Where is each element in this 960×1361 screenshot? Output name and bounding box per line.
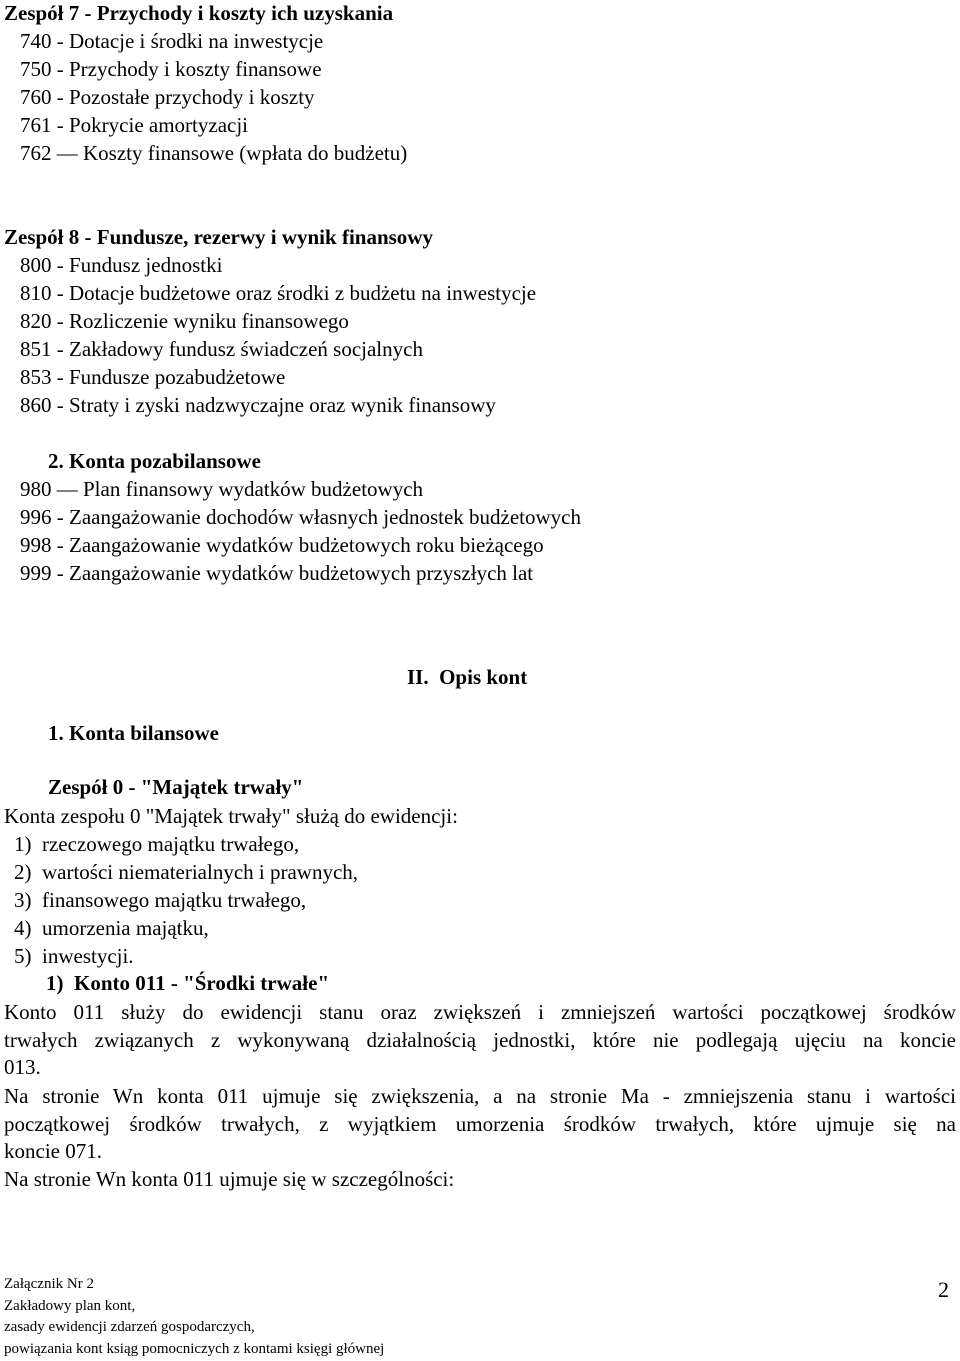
zespol0-heading: Zespół 0 - "Majątek trwały" <box>48 775 304 799</box>
section-ii-heading: II. Opis kont <box>407 665 528 689</box>
footer-line-2: Zakładowy plan kont, <box>4 1298 136 1314</box>
konta-bilansowe-heading: 1. Konta bilansowe <box>48 721 219 745</box>
zespol0-intro: Konta zespołu 0 "Majątek trwały" służą do ewidencji: <box>4 804 458 828</box>
footer-line-4: powiązania kont ksiąg pomocniczych z kontami księgi głównej <box>4 1341 385 1357</box>
account-851: 851 - Zakładowy fundusz świadczeń socjalnych <box>20 337 423 361</box>
account-760: 760 - Pozostałe przychody i koszty <box>20 85 315 109</box>
konto-011-para3: Na stronie Wn konta 011 ujmuje się w szczególności: <box>4 1167 455 1191</box>
account-998: 998 - Zaangażowanie wydatków budżetowych roku bieżącego <box>20 533 544 557</box>
account-740: 740 - Dotacje i środki na inwestycje <box>20 29 324 53</box>
account-762: 762 — Koszty finansowe (wpłata do budżetu) <box>20 141 408 165</box>
account-860: 860 - Straty i zyski nadzwyczajne oraz wynik finansowy <box>20 393 496 417</box>
footer-line-3: zasady ewidencji zdarzeń gospodarczych, <box>4 1319 255 1335</box>
zespol0-item-4: 4) umorzenia majątku, <box>14 916 209 940</box>
account-980: 980 — Plan finansowy wydatków budżetowych <box>20 477 424 501</box>
account-820: 820 - Rozliczenie wyniku finansowego <box>20 309 349 333</box>
account-800: 800 - Fundusz jednostki <box>20 253 223 277</box>
konto-011-para1-line1: Konto 011 służy do ewidencji stanu oraz zwiększeń i zmniejszeń wartości początkowej środków <box>4 1000 956 1024</box>
konto-011-para2-line1: Na stronie Wn konta 011 ujmuje się zwiększenia, a na stronie Ma - zmniejszenia stanu i wartości <box>4 1084 956 1108</box>
account-996: 996 - Zaangażowanie dochodów własnych jednostek budżetowych <box>20 505 581 529</box>
zespol0-item-5: 5) inwestycji. <box>14 944 134 968</box>
konto-011-para2-line3: koncie 071. <box>4 1139 102 1163</box>
pozabilansowe-heading: 2. Konta pozabilansowe <box>48 449 261 473</box>
zespol8-heading: Zespół 8 - Fundusze, rezerwy i wynik finansowy <box>4 225 433 249</box>
zespol0-item-3: 3) finansowego majątku trwałego, <box>14 888 307 912</box>
konto-011-para1-line3: 013. <box>4 1055 41 1079</box>
footer-line-1: Załącznik Nr 2 <box>4 1276 94 1292</box>
page-number: 2 <box>938 1277 949 1302</box>
zespol0-item-1: 1) rzeczowego majątku trwałego, <box>14 832 300 856</box>
account-810: 810 - Dotacje budżetowe oraz środki z budżetu na inwestycje <box>20 281 537 305</box>
konto-011-heading: 1) Konto 011 - "Środki trwałe" <box>46 971 330 995</box>
zespol0-item-2: 2) wartości niematerialnych i prawnych, <box>14 860 359 884</box>
account-750: 750 - Przychody i koszty finansowe <box>20 57 322 81</box>
account-853: 853 - Fundusze pozabudżetowe <box>20 365 286 389</box>
account-761: 761 - Pokrycie amortyzacji <box>20 113 249 137</box>
konto-011-para1-line2: trwałych związanych z wykonywaną działalnością jednostki, które nie podlegają ujęciu na koncie <box>4 1028 956 1052</box>
account-999: 999 - Zaangażowanie wydatków budżetowych przyszłych lat <box>20 561 534 585</box>
zespol7-heading: Zespół 7 - Przychody i koszty ich uzyskania <box>4 1 394 25</box>
konto-011-para2-line2: początkowej środków trwałych, z wyjątkiem umorzenia środków trwałych, które ujmuje się na <box>4 1112 956 1136</box>
